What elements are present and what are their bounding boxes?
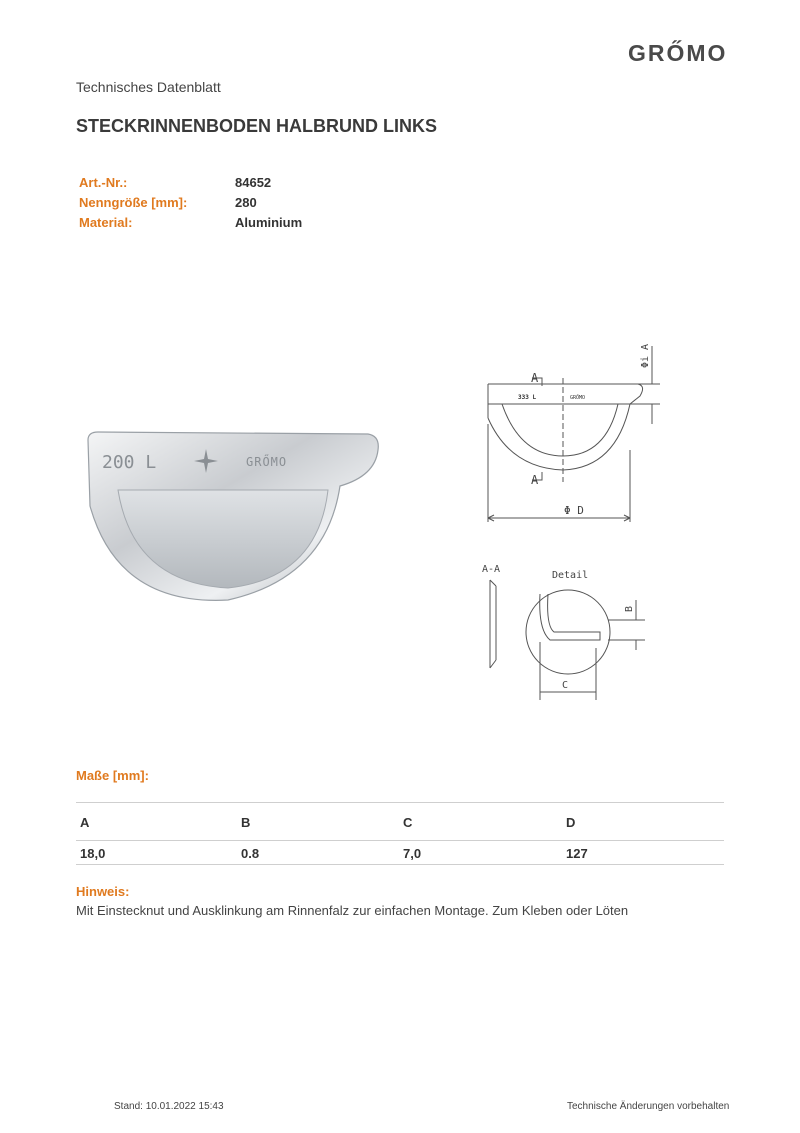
note-heading: Hinweis: [76, 884, 130, 899]
footer-stand: Stand: 10.01.2022 15:43 [114, 1101, 224, 1112]
spec-value-material: Aluminium [235, 215, 303, 230]
table-bottom-rule [76, 864, 724, 865]
table-header-c: C [403, 815, 413, 830]
note-text: Mit Einstecknut und Ausklinkung am Rinnenfalz zur einfachen Montage. Zum Kleben oder Löten [76, 903, 629, 918]
label-detail: Detail [552, 570, 589, 581]
table-mid-rule [76, 840, 724, 841]
label-section: A-A [482, 564, 501, 575]
product-photo [78, 428, 384, 610]
table-header-d: D [566, 815, 576, 830]
label-fia: Φi A [640, 343, 651, 368]
table-top-rule [76, 802, 724, 803]
table-header-b: B [241, 815, 251, 830]
photo-brand-mark: GRŐMO [246, 455, 288, 469]
page-title: STECKRINNENBODEN HALBRUND LINKS [76, 116, 438, 136]
table-value-b: 0.8 [241, 846, 260, 861]
spec-label-material: Material: [79, 215, 133, 230]
technical-drawing-front [480, 338, 660, 528]
dimensions-heading: Maße [mm]: [76, 768, 149, 783]
table-value-a: 18,0 [80, 846, 106, 861]
technical-drawing-detail [480, 560, 650, 700]
label-a-top: A [531, 371, 539, 385]
label-b: B [624, 605, 635, 612]
label-c: C [562, 680, 569, 691]
label-a-bottom: A [531, 473, 539, 487]
label-part: 333 L [518, 394, 537, 401]
label-d: Φ D [564, 504, 584, 517]
table-value-c: 7,0 [403, 846, 422, 861]
footer-disclaimer: Technische Änderungen vorbehalten [567, 1101, 730, 1112]
brand-logo: GRŐMO [628, 40, 728, 66]
spec-value-article: 84652 [235, 175, 272, 190]
table-header-a: A [80, 815, 90, 830]
table-value-d: 127 [566, 846, 588, 861]
spec-value-size: 280 [235, 195, 257, 210]
spec-label-size: Nenngröße [mm]: [79, 195, 188, 210]
spec-label-article: Art.-Nr.: [79, 175, 128, 190]
label-brand: GRŐMO [570, 395, 586, 401]
document-type: Technisches Datenblatt [76, 79, 221, 95]
photo-size-mark: 200 L [102, 452, 157, 473]
